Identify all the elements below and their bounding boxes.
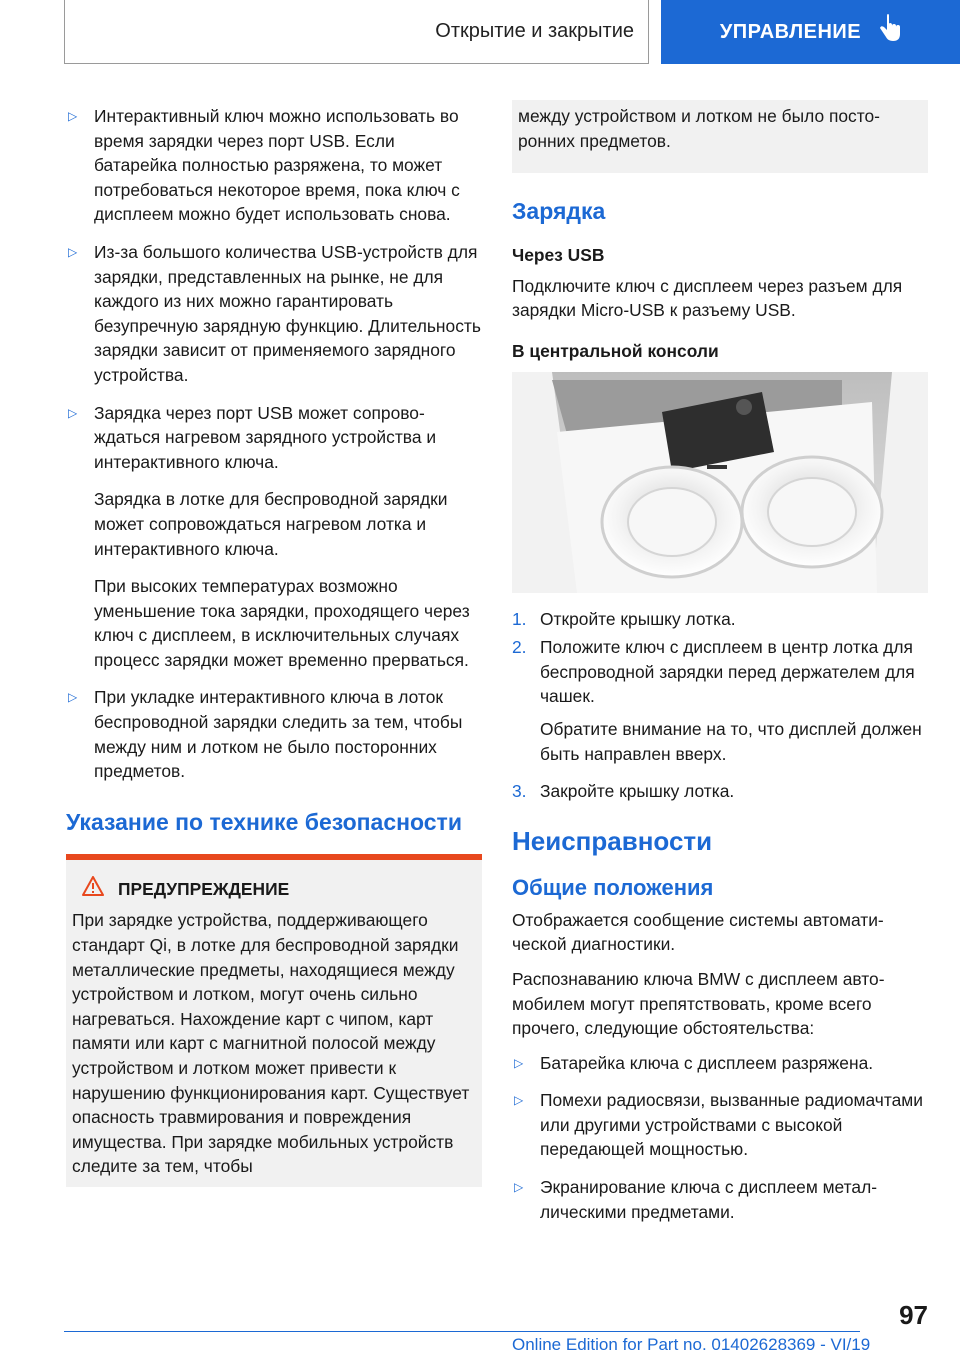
chapter-tab [661,0,960,64]
usb-heading: Через USB [512,245,605,266]
right-column [512,104,928,1237]
step-number: 3. [512,781,527,802]
warning-text: При зарядке устройства, поддерживающего стандарт Qi, в лотке для беспроводной зарядки металлические предметы, находящиеся между устройством и лотком, могут очень сильно нагреваться. Нахождение карт с чипом, карт памяти или карт с магнитной полосой между устройством и лотком может привести к нарушению функционирования карт. Существует опасность травмирования и повреждения имущества. При зарядке мобильных устройств следите за тем, чтобы [72,910,470,1177]
step-item: 3. Закройте крышку лотка. [512,779,928,804]
charging-heading: Зарядка [512,198,606,225]
center-console-photo [512,372,928,593]
triangle-bullet-icon: ▷ [514,1055,524,1070]
footer-edition: Online Edition for Part no. 01402628369 - VI/19 [512,1335,871,1354]
list-item: ▷ Батарейка ключа с дисплеем разряжена. [512,1051,928,1076]
console-heading: В центральной консоли [512,340,719,361]
left-column [66,104,482,1187]
triangle-bullet-icon: ▷ [514,1180,524,1195]
triangle-bullet-icon: ▷ [68,244,78,259]
general-text-2: Распознаванию ключа BMW с дисплеем автомобилем могут препятствовать, кроме всего прочего, следующие обстоятельства: [512,968,885,1039]
warning-triangle-icon [82,876,104,903]
usb-text: Подключите ключ с дисплеем через разъем для зарядки Micro-USB к разъему USB. [512,275,903,321]
hand-pointer-icon [879,14,901,50]
step-item: 1. Откройте крышку лотка. [512,607,928,632]
general-heading: Общие положения [512,874,714,900]
triangle-bullet-icon: ▷ [68,405,78,420]
list-item: ▷ При укладке интерактивного ключа в лоток беспроводной зарядки следить за тем, чтобы между ним и лотком не было посторонних предметов. [66,685,482,783]
warning-box [66,860,482,1187]
triangle-bullet-icon: ▷ [514,1093,524,1108]
triangle-bullet-icon: ▷ [68,690,78,705]
step-note: Обратите внимание на то, что дисплей должен быть направлен вверх. [540,718,922,764]
step-number: 2. [512,637,527,658]
safety-heading: Указание по технике безопасности [66,808,462,835]
list-item: ▷ Из-за большого количества USB-устройств для зарядки, представленных на рынке, не для каждого из них можно гарантировать безупречную зарядную функцию. Длительность зарядки зависит от применяемого зарядного устройства. [66,240,482,388]
warning-header [82,876,476,903]
warning-continuation: между устройством и лотком не было посторонних предметов. [512,100,928,173]
list-item: ▷ Интерактивный ключ можно использовать во время зарядки через порт USB. Если батарейка полностью разряжена, то может потребоваться некоторое время, пока ключ с дисплеем можно будет использовать снова. [66,104,482,227]
section-tab [64,0,649,64]
list-item: ▷ Экранирование ключа с дисплеем металлическими предметами. [512,1175,928,1224]
section-title: Открытие и закрытие [435,20,634,42]
footer-rule [64,1331,860,1332]
list-item: ▷ Помехи радиосвязи, вызванные радиомачтами или другими устройствами с высокой передающей мощностью. [512,1088,928,1162]
warning-title: ПРЕДУПРЕЖДЕНИЕ [118,878,290,899]
step-item: 2. Положите ключ с дисплеем в центр лотка для беспроводной зарядки перед держателем для чашек. [512,635,928,709]
page-number: 97 [899,1300,928,1330]
faults-heading: Неисправности [512,825,713,856]
list-subparagraph: Зарядка в лотке для беспроводной зарядки может сопровождаться нагревом лотка и интерактивного ключа. [94,489,448,559]
triangle-bullet-icon: ▷ [68,109,78,123]
list-item: ▷ Зарядка через порт USB может сопровождаться нагревом зарядного устройства и интерактивного ключа. [66,401,482,475]
chapter-title: УПРАВЛЕНИЕ [719,20,862,43]
step-number: 1. [512,608,527,629]
general-text-1: Отображается сообщение системы автоматической диагностики. [512,909,884,955]
list-subparagraph: При высоких температурах возможно уменьшение тока зарядки, проходящего через ключ с дисплеем, в исключительных случаях процесс зарядки может временно прерваться. [94,576,470,670]
